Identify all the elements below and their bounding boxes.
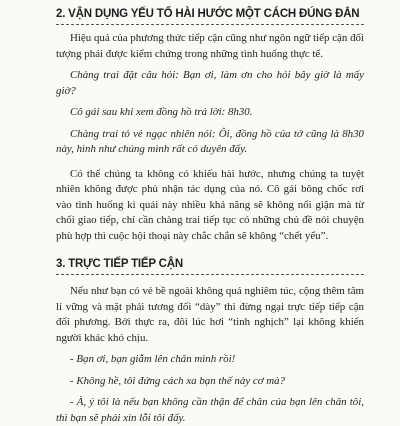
dialog-line-denial: - Không hề, tôi đứng cách xa bạn thế này cơ mà? (70, 374, 285, 387)
paragraph-humor-effect: Có thể chúng ta không có khiếu hài hước, nhưng chúng ta tuyệt nhiên không được phủ nhận tác dụng của nó. Cô gái bông chốc rơi vào tình huống kì quái này nhiều khả năng sẽ không nổi giận mà từ chối giao tiếp, chỉ cần chàng trai tiếp tục có những chủ đề nói chuyện phù hợp thì cuộc hội thoại này chắc chắn sẽ không “chết yểu”. (56, 167, 364, 242)
dialog-line-step-on-foot: - Bạn ơi, bạn giẫm lên chân mình rồi! (70, 353, 236, 365)
paragraph-intro: Hiệu quả của phương thức tiếp cận cũng như ngôn ngữ tiếp cận đối tượng phải được kiểm chứng trong những tình huống thực tế. (56, 32, 364, 60)
dialog-line-explanation: - À, ý tôi là nếu bạn không cần thận để chân của bạn lên chân tôi, thì bạn sẽ phải xin lỗi tôi đấy. (56, 396, 364, 424)
section-heading-direct-approach: 3. TRỰC TIẾP TIẾP CẬN (56, 258, 364, 275)
dialog-line-answer: Cô gái sau khi xem đồng hồ trả lời: 8h30. (70, 106, 253, 118)
dialog-line-question: Chàng trai đặt câu hỏi: Bạn ơi, làm ơn cho hỏi bây giờ là mấy giờ? (56, 69, 364, 97)
section-heading-humor: 2. VẬN DỤNG YẾU TỐ HÀI HƯỚC MỘT CÁCH ĐÚNG ĐẮN (56, 0, 364, 25)
paragraph-direct-approach: Nếu như bạn có vẻ bề ngoài không quá nghiêm túc, cộng thêm tâm lí vững và mặt phải tương đối “dày” thì đừng ngại trực tiếp tiếp cận đối phương. Bởi thực ra, đôi lúc hơi “tinh nghịch” lại không khiến người khác khó chịu. (56, 285, 364, 344)
dialog-line-reaction: Chàng trai tỏ vẻ ngạc nhiên nói: Ôi, đồng hồ của tớ cũng là 8h30 này, hình như chúng mình rất có duyên đấy. (56, 127, 364, 155)
